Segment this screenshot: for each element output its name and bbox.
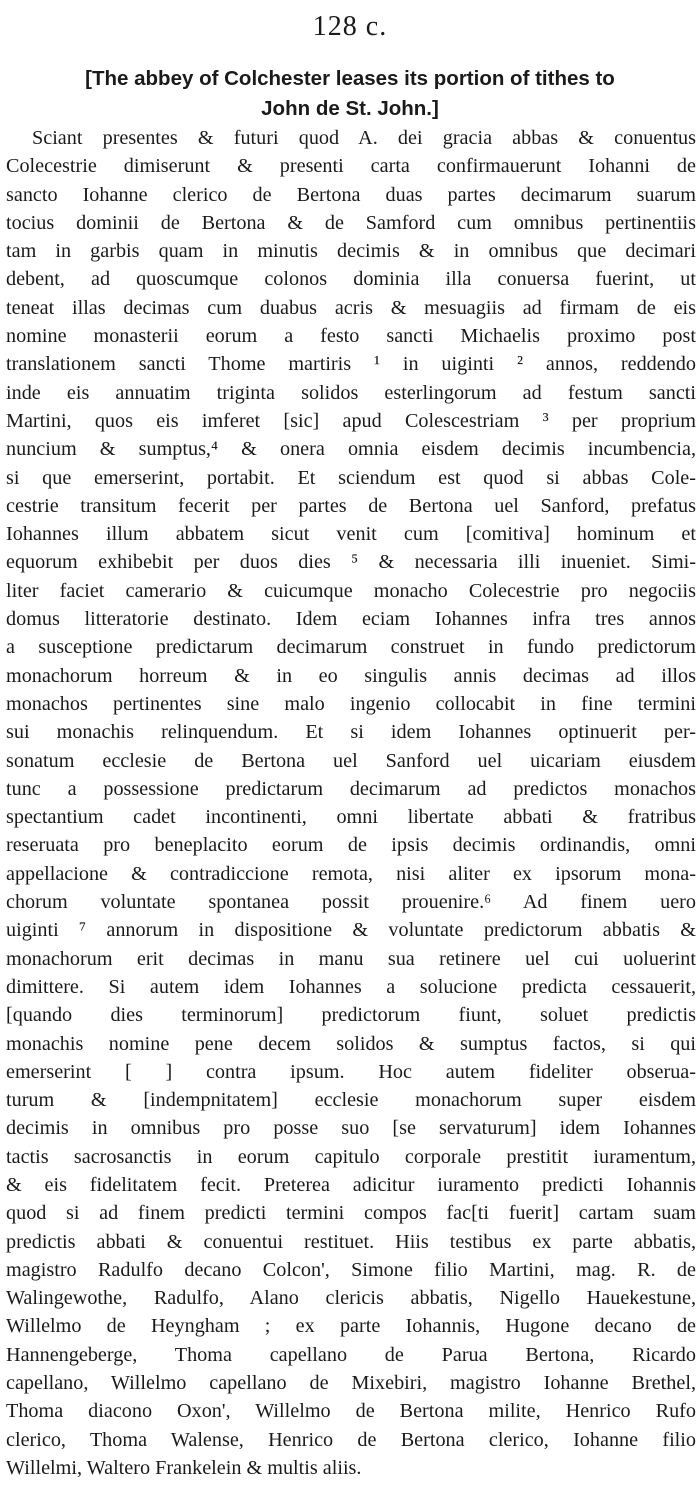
text-line: sonatum ecclesie de Bertona uel Sanford uel uicariam eiusdem [6, 749, 696, 772]
text-line: Martini, quos eis imferet [sic] apud Colescestriam ³ per proprium [6, 409, 696, 432]
text-line: sui monachis relinquendum. Et si idem Iohannes optinuerit per- [6, 721, 696, 744]
text-line: predictis abbati & conuentui restituet. Hiis testibus ex parte abbatis, [6, 1230, 696, 1253]
text-line: & eis fidelitatem fecit. Preterea adicitur iuramento predicti Iohannis [6, 1173, 696, 1196]
text-line: monachorum erit decimas in manu sua retinere uel cui uoluerint [6, 947, 696, 970]
text-line: quod si ad finem predicti termini compos fac[ti fuerit] cartam suam [6, 1202, 696, 1225]
text-line: tactis sacrosanctis in eorum capitulo corporale prestitit iuramentum, [6, 1145, 696, 1168]
text-line: clerico, Thoma Walense, Henrico de Bertona clerico, Iohanne filio [6, 1428, 696, 1451]
text-line: [quando dies terminorum] predictorum fiunt, soluet predictis [6, 1004, 696, 1027]
text-line: sancto Iohanne clerico de Bertona duas partes decimarum suarum [6, 183, 696, 206]
text-line: equorum exhibebit per duos dies ⁵ & necessaria illi inueniet. Simi- [6, 551, 696, 574]
text-line: tam in garbis quam in minutis decimis & in omnibus que decimari [6, 240, 696, 263]
document-heading: [The abbey of Colchester leases its portion of tithes to John de St. John.] [85, 67, 615, 120]
text-line: uiginti ⁷ annorum in dispositione & voluntate predictorum abbatis & [6, 919, 696, 942]
text-line: debent, ad quoscumque colonos dominia illa conuersa fuerint, ut [6, 268, 696, 291]
text-line: nuncium & sumptus,⁴ & onera omnia eisdem decimis incumbencia, [6, 438, 696, 461]
text-line: a susceptione predictarum decimarum construet in fundo predictorum [6, 636, 696, 659]
text-line: dimittere. Si autem idem Iohannes a solucione predicta cessauerit, [6, 975, 696, 998]
text-line: appellacione & contradiccione remota, nisi aliter ex ipsorum mona- [6, 862, 696, 885]
text-line: domus litteratorie destinato. Idem eciam Iohannes infra tres annos [6, 608, 696, 631]
text-line: monachorum horreum & in eo singulis annis decimas ad illos [6, 664, 696, 687]
text-line: Thoma diacono Oxon', Willelmo de Bertona milite, Henrico Rufo [6, 1400, 696, 1423]
text-line: chorum voluntate spontanea possit prouenire.⁶ Ad finem uero [6, 891, 696, 914]
text-line: Colecestrie dimiserunt & presenti carta confirmauerunt Iohanni de [6, 155, 696, 178]
text-line: tocius dominii de Bertona & de Samford cum omnibus pertinentiis [6, 211, 696, 234]
text-line: nomine monasterii eorum a festo sancti Michaelis proximo post [6, 325, 696, 348]
text-line: teneat illas decimas cum duabus acris & mesuagiis ad firmam de eis [6, 296, 696, 319]
text-line: si que emerserint, portabit. Et sciendum est quod si abbas Cole- [6, 466, 696, 489]
text-line: inde eis annuatim triginta solidos esterlingorum ad festum sancti [6, 381, 696, 404]
text-line: reseruata pro beneplacito eorum de ipsis decimis ordinandis, omni [6, 834, 696, 857]
text-line: cestrie transitum fecerit per partes de Bertona uel Sanford, prefatus [6, 494, 696, 517]
text-line: monachis nomine pene decem solidos & sumptus factos, si qui [6, 1032, 696, 1055]
text-line: turum & [indempnitatem] ecclesie monachorum super eisdem [6, 1089, 696, 1112]
text-line: Iohannes illum abbatem sicut venit cum [comitiva] hominum et [6, 523, 696, 546]
text-line: spectantium cadet incontinenti, omni libertate abbati & fratribus [6, 806, 696, 829]
text-line: decimis in omnibus pro posse suo [se servaturum] idem Iohannes [6, 1117, 696, 1140]
text-line: Hannengeberge, Thoma capellano de Parua Bertona, Ricardo [6, 1343, 696, 1366]
text-line: Sciant presentes & futuri quod A. dei gracia abbas & conuentus [32, 127, 696, 149]
text-line: emerserint [ ] contra ipsum. Hoc autem fideliter obserua- [6, 1060, 696, 1083]
text-line: tunc a possessione predictarum decimarum ad predictos monachos [6, 777, 696, 800]
text-line: magistro Radulfo decano Colcon', Simone filio Martini, mag. R. de [6, 1258, 696, 1281]
document-body [6, 124, 696, 1482]
document-number: 128 c. [312, 11, 388, 42]
text-line: Walingewothe, Radulfo, Alano clericis abbatis, Nigello Hauekestune, [6, 1287, 696, 1310]
text-line: Willelmi, Waltero Frankelein & multis aliis. [6, 1456, 362, 1479]
text-line: liter faciet camerario & cuicumque monacho Colecestrie pro negociis [6, 579, 696, 602]
text-line: translationem sancti Thome martiris ¹ in uiginti ² annos, reddendo [6, 353, 696, 376]
text-line: Willelmo de Heyngham ; ex parte Iohannis, Hugone decano de [6, 1315, 696, 1338]
text-line: monachos pertinentes sine malo ingenio collocabit in fine termini [6, 692, 696, 715]
text-line: capellano, Willelmo capellano de Mixebiri, magistro Iohanne Brethel, [6, 1372, 696, 1395]
